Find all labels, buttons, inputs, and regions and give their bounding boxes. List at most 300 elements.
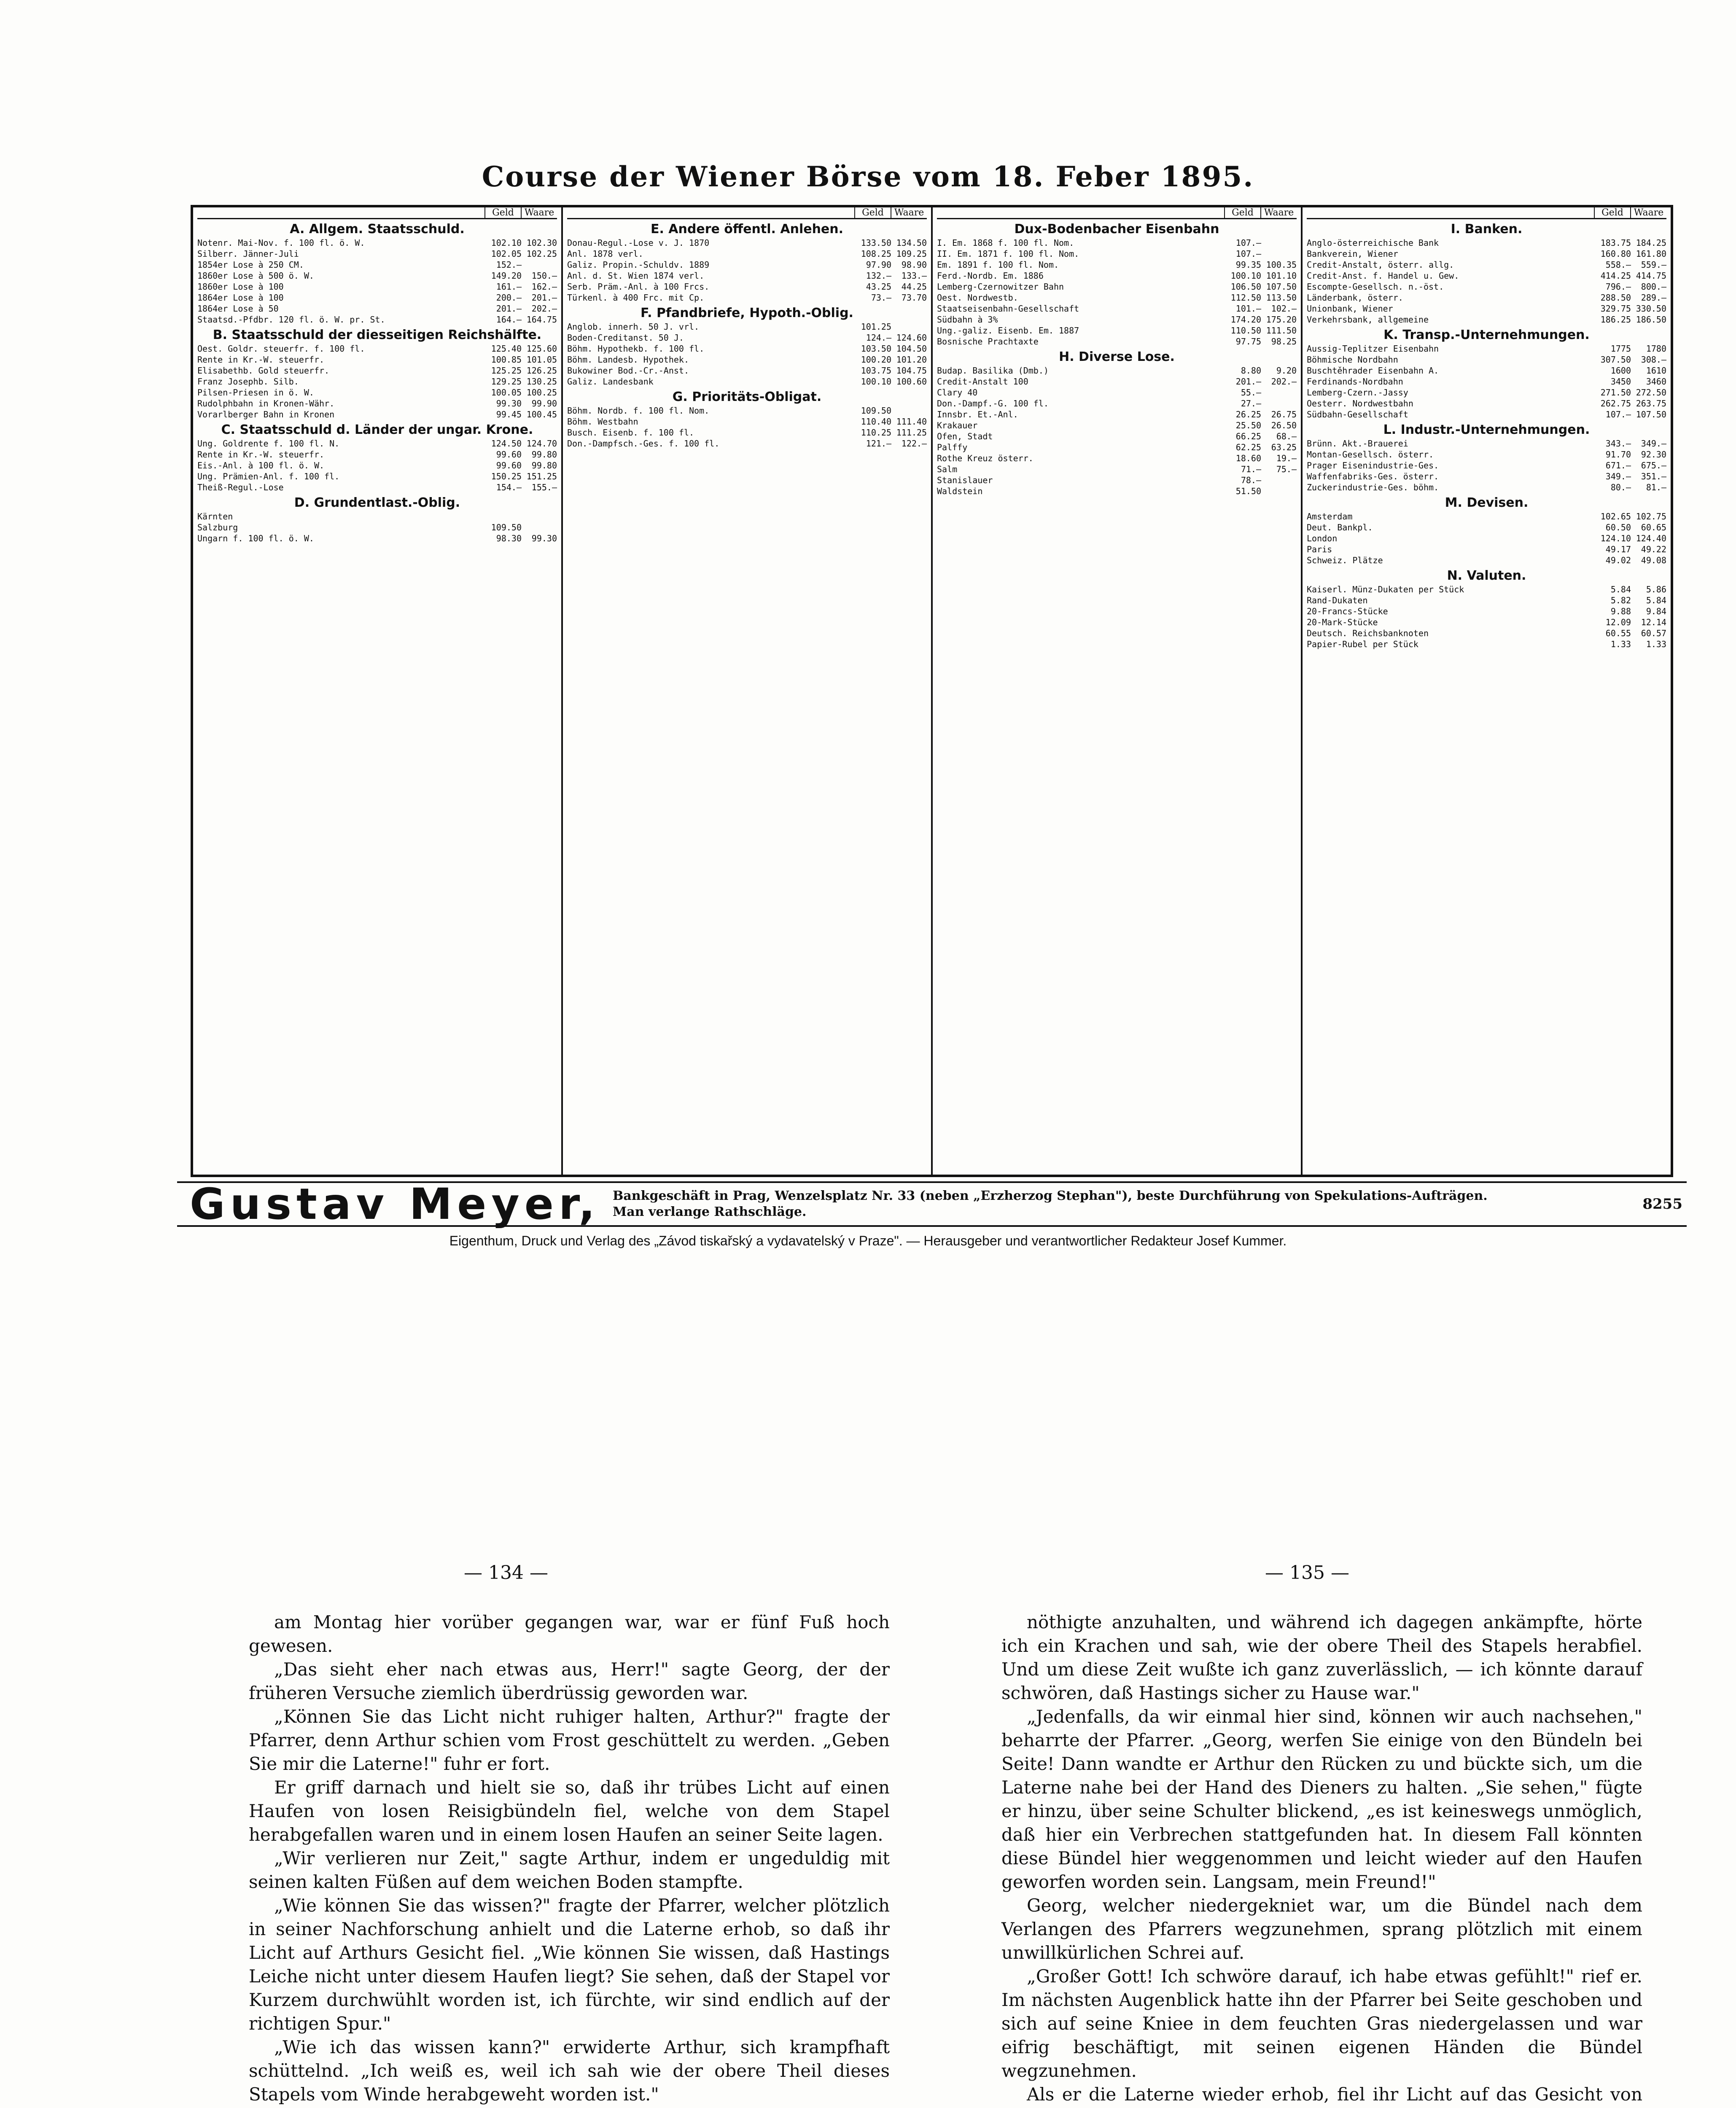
security-name: Eis.-Anl. à 100 fl. ö. W.: [197, 460, 325, 471]
waare-value: [891, 321, 927, 332]
section-title: N. Valuten.: [1447, 568, 1526, 583]
geld-value: 66.25: [1235, 431, 1261, 441]
table-row: [197, 376, 557, 387]
geld-value: 1775: [1610, 344, 1631, 354]
table-row: [567, 354, 927, 365]
waare-value: 101.10: [1266, 271, 1297, 281]
security-name: Böhm. Hypothekb. f. 100 fl.: [567, 344, 705, 354]
security-name: Vorarlberger Bahn in Kronen: [197, 409, 335, 419]
waare-value: 1610: [1646, 366, 1666, 376]
table-row: [937, 431, 1297, 442]
waare-value: 186.50: [1636, 315, 1666, 325]
security-name: 1854er Lose à 250 CM.: [197, 260, 304, 270]
paragraph: „Jedenfalls, da wir einmal hier sind, können wir auch nachsehen," beharrte der Pfarrer. „Georg, werfen Sie einige von den Bündeln bei Seite! Dann wandte er Arthur den Rücken zu und bückte sich, um die Laterne nahe bei der Hand des Dieners zu halten. „Sie sehen," fügte er hinzu, über seine Schulter blickend, „es ist keineswegs unmöglich, daß hier ein Verbrechen stattgefunden hat. In diesem Fall könnten diese Bündel hier weggenommen und leicht wieder auf den Haufen geworfen worden sein. Langsam, mein Freund!": [1001, 1706, 1642, 1892]
geld-value: 102.05: [491, 249, 522, 259]
waare-value: 73.70: [901, 293, 927, 303]
geld-value: 60.50: [1605, 522, 1631, 532]
geld-value: 124.50: [491, 438, 522, 449]
waare-value: 5.86: [1646, 584, 1666, 594]
geld-value: 27.—: [1241, 398, 1261, 409]
geld-value: 99.45: [496, 409, 522, 419]
geld-value: 51.50: [1235, 486, 1261, 496]
geld-value: 78.—: [1241, 475, 1261, 485]
waare-value: 101.05: [526, 355, 557, 365]
security-name: Anglo-österreichische Bank: [1307, 238, 1439, 248]
geld-value: 49.02: [1605, 555, 1631, 565]
geld-value: 100.10: [861, 376, 891, 387]
waare-value: 414.75: [1636, 271, 1666, 281]
security-name: Credit-Anstalt, österr. allg.: [1307, 260, 1454, 270]
waare-value: 107.50: [1266, 282, 1297, 292]
table-row: [1307, 617, 1666, 628]
security-name: Elisabethb. Gold steuerfr.: [197, 366, 330, 376]
section-title: A. Allgem. Staatsschuld.: [290, 222, 465, 237]
geld-value: 121.—: [866, 438, 891, 449]
waare-value: 60.57: [1641, 628, 1666, 638]
geld-value: 671.—: [1605, 460, 1631, 471]
table-row: [1307, 343, 1666, 354]
waare-value: 161.80: [1636, 249, 1666, 259]
geld-value: 109.50: [861, 406, 891, 416]
geld-value: 164.—: [496, 315, 522, 325]
table-row: [1307, 270, 1666, 281]
waare-value: 101.20: [896, 355, 927, 365]
geld-value: 201.—: [1235, 376, 1261, 387]
waare-value: 44.25: [901, 282, 927, 292]
geld-value: 1.33: [1610, 639, 1631, 649]
security-name: Zuckerindustrie-Ges. böhm.: [1307, 482, 1439, 492]
waare-value: 98.90: [901, 260, 927, 270]
waare-value: 111.50: [1266, 325, 1297, 336]
table-row: [567, 438, 927, 449]
table-row: [197, 438, 557, 449]
table-row: [1307, 522, 1666, 533]
table-row: [1307, 449, 1666, 460]
table-row: [567, 376, 927, 387]
table-row: [1307, 303, 1666, 314]
geld-value: 307.50: [1600, 355, 1631, 365]
security-name: Anl. d. St. Wien 1874 verl.: [567, 271, 705, 281]
waare-value: [1261, 486, 1297, 497]
waare-value: 351.—: [1641, 471, 1666, 481]
waare-value: 99.30: [531, 533, 557, 543]
table-row: [197, 259, 557, 270]
column-header: [1307, 207, 1666, 219]
security-name: Ung. Prämien-Anl. f. 100 fl.: [197, 471, 340, 481]
geld-value: 161.—: [496, 282, 522, 292]
security-name: Bukowiner Bod.-Cr.-Anst.: [567, 366, 689, 376]
paragraph: Als er die Laterne wieder erhob, fiel ihr Licht auf das Gesicht von: [1027, 2084, 1642, 2105]
security-name: Waffenfabriks-Ges. österr.: [1307, 471, 1439, 481]
waare-value: 675.—: [1641, 460, 1666, 471]
paragraph: „Wie ich das wissen kann?" erwiderte Arthur, sich krampfhaft schüttelnd. „Ich weiß es, weil ich sah wie der obere Theil dieses Stapels vom Winde herabgeweht worden ist.": [249, 2037, 890, 2105]
geld-value: 154.—: [496, 482, 522, 492]
table-row: [937, 376, 1297, 387]
geld-value: 125.25: [491, 366, 522, 376]
table-row: [1307, 398, 1666, 409]
security-name: Montan-Gesellsch. österr.: [1307, 449, 1434, 460]
security-name: Stanislauer: [937, 475, 993, 485]
security-name: Rothe Kreuz österr.: [937, 453, 1034, 463]
waare-value: 330.50: [1636, 304, 1666, 314]
waare-value: 175.20: [1266, 315, 1297, 325]
waare-value: 63.25: [1271, 442, 1297, 452]
paragraph: nöthigte anzuhalten, und während ich dagegen ankämpfte, hörte ich ein Krachen und sah, wie der obere Theil des Stapels herabfiel. Und um diese Zeit wußte ich ganz zuverlässlich, — ich könnte darauf schwören, daß Hastings sicher zu Hause war.": [1001, 1612, 1642, 1703]
geld-value: 796.—: [1605, 282, 1631, 292]
waare-value: 559.—: [1641, 260, 1666, 270]
table-row: [937, 303, 1297, 314]
geld-header: Geld: [1224, 207, 1260, 218]
security-name: Brünn. Akt.-Brauerei: [1307, 438, 1408, 449]
security-name: Innsbr. Et.-Anl.: [937, 409, 1018, 419]
security-name: Buschtěhrader Eisenbahn A.: [1307, 366, 1439, 376]
security-name: Escompte-Gesellsch. n.-öst.: [1307, 282, 1444, 292]
paragraph: „Großer Gott! Ich schwöre darauf, ich habe etwas gefühlt!" rief er. Im nächsten Augenblick hatte ihn der Pfarrer bei Seite geschoben und sich auf seine Kniee in dem feuchten Gras niedergelassen und war eifrig beschäftigt, mit seinen eigenen Händen die Bündel wegzunehmen.: [1001, 1966, 1642, 2081]
waare-value: 164.75: [526, 315, 557, 325]
table-row: [937, 336, 1297, 347]
paragraph: Er griff darnach und hielt sie so, daß ihr trübes Licht auf einen Haufen von losen Reisigbündeln fiel, welche von dem Stapel herabgefallen waren und in einem losen Haufen an seiner Seite lagen.: [249, 1777, 890, 1845]
security-name: London: [1307, 533, 1338, 543]
section-title: I. Banken.: [1451, 222, 1523, 237]
geld-value: 99.35: [1235, 260, 1261, 270]
waare-value: 100.35: [1266, 260, 1297, 270]
table-row: [197, 270, 557, 281]
geld-value: 73.—: [871, 293, 891, 303]
geld-value: 99.60: [496, 449, 522, 460]
waare-value: 113.50: [1266, 293, 1297, 303]
table-row: [197, 533, 557, 544]
geld-value: 100.20: [861, 355, 891, 365]
table-row: [1307, 606, 1666, 617]
column-header: [937, 207, 1297, 219]
table-row: [1307, 555, 1666, 566]
ad-code: 8255: [1642, 1196, 1682, 1213]
table-row: [1307, 628, 1666, 639]
section-title: G. Prioritäts-Obligat.: [672, 390, 822, 404]
geld-header: Geld: [484, 207, 521, 218]
security-name: Clary 40: [937, 387, 978, 398]
table-row: [1307, 387, 1666, 398]
geld-value: 12.09: [1605, 617, 1631, 627]
security-name: Galiz. Propin.-Schuldv. 1889: [567, 260, 710, 270]
waare-value: [891, 405, 927, 416]
security-name: Oest. Nordwestb.: [937, 293, 1018, 303]
security-name: Em. 1891 f. 100 fl. Nom.: [937, 260, 1059, 270]
table-row: [197, 343, 557, 354]
geld-value: 106.50: [1230, 282, 1261, 292]
table-row: [197, 237, 557, 248]
geld-value: 98.30: [496, 533, 522, 543]
waare-value: 162.—: [531, 282, 557, 292]
left-page-number: — 134 —: [464, 1562, 548, 1584]
waare-value: 107.50: [1636, 409, 1666, 419]
geld-value: 112.50: [1230, 293, 1261, 303]
security-name: Don.-Dampfsch.-Ges. f. 100 fl.: [567, 438, 720, 449]
waare-value: 124.70: [526, 438, 557, 449]
waare-value: 202.—: [531, 304, 557, 314]
security-name: Lemberg-Czernowitzer Bahn: [937, 282, 1064, 292]
security-name: Ferdinands-Nordbahn: [1307, 376, 1403, 387]
section-title: C. Staatsschuld d. Länder der ungar. Krone.: [221, 422, 533, 437]
paragraph: „Wie können Sie das wissen?" fragte der Pfarrer, welcher plötzlich in seiner Nachforschung anhielt und die Laterne erhob, so daß ihr Licht auf Arthurs Gesicht fiel. „Wie können Sie wissen, daß Hastings Leiche nicht unter diesem Haufen liegt? Sie sehen, daß der Stapel vor Kurzem durchwühlt worden ist, ich fürchte, wir sind endlich auf der richtigen Spur.": [249, 1895, 890, 2034]
security-name: Rente in Kr.-W. steuerfr.: [197, 449, 325, 460]
waare-value: 272.50: [1636, 387, 1666, 398]
security-name: Länderbank, österr.: [1307, 293, 1403, 303]
geld-value: 343.—: [1605, 438, 1631, 449]
waare-value: 349.—: [1641, 438, 1666, 449]
waare-value: [1261, 387, 1297, 398]
geld-value: 1600: [1610, 366, 1631, 376]
table-row: [937, 325, 1297, 336]
geld-value: 25.50: [1235, 420, 1261, 430]
table-row: [937, 281, 1297, 292]
table-row: [1307, 482, 1666, 493]
geld-value: 271.50: [1600, 387, 1631, 398]
table-row: [1307, 292, 1666, 303]
stock-table: [191, 205, 1673, 1177]
column-header: [567, 207, 927, 219]
waare-value: 68.—: [1276, 431, 1297, 441]
security-name: Rente in Kr.-W. steuerfr.: [197, 355, 325, 365]
security-name: 1860er Lose à 100: [197, 282, 284, 292]
waare-value: [522, 511, 557, 522]
security-name: Südbahn à 3%: [937, 315, 998, 325]
table-row: [567, 259, 927, 270]
geld-value: 100.85: [491, 355, 522, 365]
security-name: Staatsd.-Pfdbr. 120 fl. ö. W. pr. St.: [197, 315, 385, 325]
waare-value: 201.—: [531, 293, 557, 303]
geld-value: 60.55: [1605, 628, 1631, 638]
table-row: [1307, 584, 1666, 595]
geld-value: 18.60: [1235, 453, 1261, 463]
geld-value: 558.—: [1605, 260, 1631, 270]
waare-value: 122.—: [901, 438, 927, 449]
security-name: 1864er Lose à 50: [197, 304, 279, 314]
security-name: Rand-Dukaten: [1307, 595, 1368, 605]
table-row: [197, 511, 557, 522]
section-title: B. Staatsschuld der diesseitigen Reichshälfte.: [213, 328, 542, 342]
waare-value: 1.33: [1646, 639, 1666, 649]
table-row: [197, 409, 557, 420]
geld-value: 103.50: [861, 344, 891, 354]
security-name: Don.-Dampf.-G. 100 fl.: [937, 398, 1049, 409]
waare-value: [522, 259, 557, 270]
table-row: [1307, 409, 1666, 420]
table-row: [1307, 281, 1666, 292]
security-name: Unionbank, Wiener: [1307, 304, 1393, 314]
geld-value: 43.25: [866, 282, 891, 292]
table-row: [197, 398, 557, 409]
geld-value: 125.40: [491, 344, 522, 354]
table-row: [1307, 544, 1666, 555]
imprint: Eigenthum, Druck und Verlag des „Závod tiskařský a vydavatelský v Praze". — Herausgeber und verantwortlicher Redakteur Josef Kummer.: [449, 1233, 1287, 1248]
ad-text-line-1: Bankgeschäft in Prag, Wenzelsplatz Nr. 33 (neben „Erzherzog Stephan"), beste Durchführung von Spekulations-Aufträgen.: [613, 1188, 1488, 1203]
table-row: [1307, 595, 1666, 606]
waare-value: 150.—: [531, 271, 557, 281]
waare-value: 308.—: [1641, 355, 1666, 365]
waare-value: 99.90: [531, 398, 557, 409]
geld-value: 100.10: [1230, 271, 1261, 281]
geld-value: 288.50: [1600, 293, 1631, 303]
waare-value: 49.08: [1641, 555, 1666, 565]
security-name: Ferd.-Nordb. Em. 1886: [937, 271, 1044, 281]
geld-value: 101.—: [1235, 304, 1261, 314]
geld-value: 201.—: [496, 304, 522, 314]
advertisement: [177, 1181, 1687, 1227]
geld-value: 97.90: [866, 260, 891, 270]
geld-value: 49.17: [1605, 544, 1631, 554]
table-row: [1307, 365, 1666, 376]
right-page-number: — 135 —: [1265, 1562, 1349, 1584]
masthead: Course der Wiener Börse vom 18. Feber 1895.: [482, 160, 1254, 193]
section-title: E. Andere öffentl. Anlehen.: [650, 222, 844, 237]
geld-value: 97.75: [1235, 336, 1261, 347]
waare-value: [1261, 475, 1297, 486]
waare-value: 102.25: [526, 249, 557, 259]
section-title: M. Devisen.: [1445, 495, 1529, 510]
waare-value: 102.—: [1271, 304, 1297, 314]
security-name: Böhm. Nordb. f. 100 fl. Nom.: [567, 406, 710, 416]
geld-value: [486, 511, 522, 522]
security-name: Ung. Goldrente f. 100 fl. N.: [197, 438, 340, 449]
security-name: Böhm. Landesb. Hypothek.: [567, 355, 689, 365]
table-row: [197, 303, 557, 314]
table-row: [937, 453, 1297, 464]
security-name: Budap. Basilika (Dmb.): [937, 366, 1049, 376]
waare-value: 102.75: [1636, 511, 1666, 522]
security-name: 1860er Lose à 500 ö. W.: [197, 271, 314, 281]
security-name: Pilsen-Priesen in ö. W.: [197, 387, 314, 398]
geld-value: 5.84: [1610, 584, 1631, 594]
waare-value: 26.50: [1271, 420, 1297, 430]
geld-value: 160.80: [1600, 249, 1631, 259]
geld-value: 108.25: [861, 249, 891, 259]
waare-value: 102.30: [526, 238, 557, 248]
table-row: [197, 449, 557, 460]
waare-value: [522, 522, 557, 533]
table-row: [1307, 438, 1666, 449]
table-row: [937, 398, 1297, 409]
geld-value: 349.—: [1605, 471, 1631, 481]
table-row: [937, 387, 1297, 398]
table-row: [567, 321, 927, 332]
geld-value: 132.—: [866, 271, 891, 281]
geld-value: 110.25: [861, 428, 891, 438]
geld-value: 174.20: [1230, 315, 1261, 325]
table-row: [937, 442, 1297, 453]
security-name: 20-Francs-Stücke: [1307, 606, 1388, 616]
table-row: [1307, 376, 1666, 387]
geld-value: 129.25: [491, 376, 522, 387]
waare-header: Waare: [1260, 207, 1297, 218]
table-row: [1307, 471, 1666, 482]
waare-value: 155.—: [531, 482, 557, 492]
table-row: [1307, 314, 1666, 325]
waare-value: 9.84: [1646, 606, 1666, 616]
paragraph: „Wir verlieren nur Zeit," sagte Arthur, indem er ungeduldig mit seinen kalten Füßen auf dem weichen Boden stampfte.: [249, 1848, 890, 1892]
table-row: [197, 314, 557, 325]
security-name: Krakauer: [937, 420, 978, 430]
section-title: K. Transp.-Unternehmungen.: [1383, 328, 1590, 342]
security-name: Kaiserl. Münz-Dukaten per Stück: [1307, 584, 1464, 594]
geld-value: 110.50: [1230, 325, 1261, 336]
waare-value: [1261, 237, 1297, 248]
waare-value: 800.—: [1641, 282, 1666, 292]
paragraph: am Montag hier vorüber gegangen war, war er fünf Fuß hoch gewesen.: [249, 1612, 890, 1656]
security-name: Staatseisenbahn-Gesellschaft: [937, 304, 1079, 314]
geld-value: 150.25: [491, 471, 522, 481]
waare-value: 99.80: [531, 449, 557, 460]
security-name: Böhmische Nordbahn: [1307, 355, 1398, 365]
waare-value: 81.—: [1646, 482, 1666, 492]
section-title: H. Diverse Lose.: [1059, 350, 1175, 364]
security-name: I. Em. 1868 f. 100 fl. Nom.: [937, 238, 1074, 248]
geld-value: 107.—: [1235, 238, 1261, 248]
waare-value: 133.—: [901, 271, 927, 281]
geld-value: 101.25: [861, 322, 891, 332]
security-name: Galiz. Landesbank: [567, 376, 654, 387]
waare-value: 126.25: [526, 366, 557, 376]
security-name: Aussig-Teplitzer Eisenbahn: [1307, 344, 1439, 354]
waare-value: 184.25: [1636, 238, 1666, 248]
geld-value: 107.—: [1605, 409, 1631, 419]
table-row: [567, 270, 927, 281]
geld-value: 200.—: [496, 293, 522, 303]
security-name: Silberr. Jänner-Juli: [197, 249, 299, 259]
waare-header: Waare: [521, 207, 557, 218]
geld-value: 100.05: [491, 387, 522, 398]
table-row: [197, 248, 557, 259]
table-row: [937, 314, 1297, 325]
table-row: [567, 248, 927, 259]
security-name: Credit-Anstalt 100: [937, 376, 1028, 387]
geld-value: 124.10: [1600, 533, 1631, 543]
section-title: D. Grundentlast.-Oblig.: [294, 495, 460, 510]
waare-value: 124.60: [896, 333, 927, 343]
waare-value: 3460: [1646, 376, 1666, 387]
security-name: Böhm. Westbahn: [567, 417, 638, 427]
security-name: Rudolphbahn in Kronen-Währ.: [197, 398, 335, 409]
security-name: Deut. Bankpl.: [1307, 522, 1373, 532]
geld-value: 91.70: [1605, 449, 1631, 460]
waare-value: [1261, 398, 1297, 409]
table-row: [567, 292, 927, 303]
ad-name: Gustav Meyer,: [190, 1179, 600, 1229]
geld-value: 152.—: [496, 260, 522, 270]
security-name: Deutsch. Reichsbanknoten: [1307, 628, 1429, 638]
waare-value: 1780: [1646, 344, 1666, 354]
security-name: Amsterdam: [1307, 511, 1353, 522]
security-name: Theiß-Regul.-Lose: [197, 482, 284, 492]
waare-header: Waare: [1630, 207, 1666, 218]
geld-value: 102.65: [1600, 511, 1631, 522]
security-name: 20-Mark-Stücke: [1307, 617, 1378, 627]
waare-value: 60.65: [1641, 522, 1666, 532]
security-name: Anglob. innerh. 50 J. vrl.: [567, 322, 700, 332]
security-name: Credit-Anst. f. Handel u. Gew.: [1307, 271, 1459, 281]
section-title: F. Pfandbriefe, Hypoth.-Oblig.: [641, 306, 853, 320]
security-name: Busch. Eisenb. f. 100 fl.: [567, 428, 694, 438]
table-row: [1307, 248, 1666, 259]
security-name: Ungarn f. 100 fl. ö. W.: [197, 533, 314, 543]
waare-value: 49.22: [1641, 544, 1666, 554]
security-name: Donau-Regul.-Lose v. J. 1870: [567, 238, 710, 248]
table-row: [937, 248, 1297, 259]
paragraph: „Können Sie das Licht nicht ruhiger halten, Arthur?" fragte der Pfarrer, denn Arthur schien vom Frost geschüttelt zu werden. „Geben Sie mir die Laterne!" fuhr er fort.: [249, 1706, 890, 1774]
security-name: Ofen, Stadt: [937, 431, 993, 441]
table-row: [567, 332, 927, 343]
geld-value: 149.20: [491, 271, 522, 281]
